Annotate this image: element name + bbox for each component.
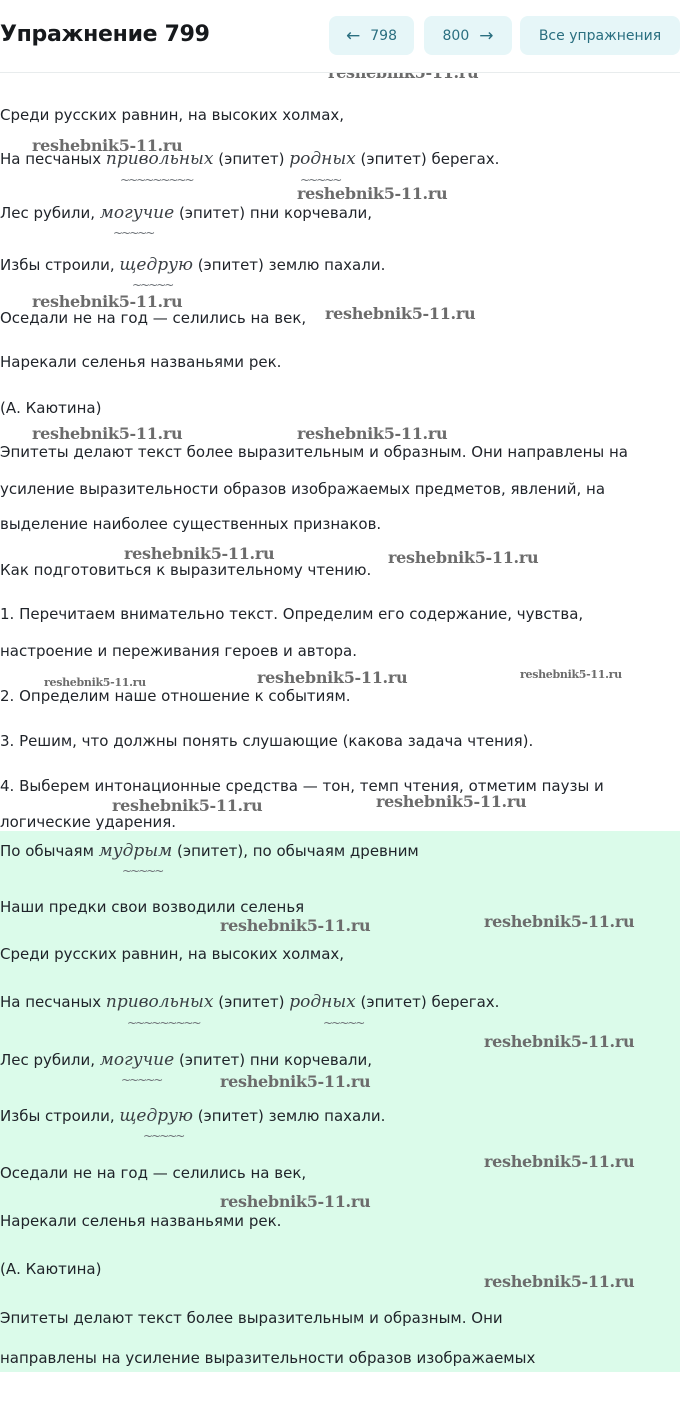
poem-line: Избы строили, щедрую (эпитет) землю пахали. — [0, 1106, 386, 1126]
prev-exercise-button[interactable] — [329, 16, 414, 55]
watermark: reshebnik5-11.ru — [297, 424, 448, 443]
wavy-underline: ~~~~~ — [300, 173, 341, 187]
poem-line: Оседали не на год — селились на век, — [0, 1164, 307, 1182]
epithet: привольных — [105, 992, 214, 1012]
watermark: reshebnik5-11.ru — [220, 1072, 371, 1091]
watermark: reshebnik5-11.ru — [484, 1152, 635, 1171]
step-line: 2. Определим наше отношение к событиям. — [0, 687, 351, 705]
step-line: 1. Перечитаем внимательно текст. Определим его содержание, чувства, — [0, 605, 584, 623]
paragraph-line: направлены на усиление выразительности образов изображаемых — [0, 1349, 536, 1367]
watermark: reshebnik5-11.ru — [220, 916, 371, 935]
step-line: 4. Выберем интонационные средства — тон, темп чтения, отметим паузы и — [0, 777, 604, 795]
watermark: reshebnik5-11.ru — [520, 668, 622, 681]
poem-line: Оседали не на год — селились на век, — [0, 309, 307, 327]
epithet: привольных — [105, 149, 214, 169]
epithet: родных — [289, 992, 356, 1012]
epithet: щедрую — [119, 1106, 193, 1126]
poem-author: (А. Каютина) — [0, 1260, 102, 1278]
watermark: reshebnik5-11.ru — [32, 136, 183, 155]
watermark: reshebnik5-11.ru — [257, 668, 408, 687]
arrow-right-icon: → — [479, 25, 494, 46]
paragraph-line: Как подготовиться к выразительному чтению. — [0, 561, 372, 579]
wavy-underline: ~~~~~ — [113, 226, 154, 240]
watermark: reshebnik5-11.ru — [32, 424, 183, 443]
next-exercise-label: 800 — [442, 27, 470, 44]
watermark: reshebnik5-11.ru — [220, 1192, 371, 1211]
watermark: reshebnik5-11.ru — [484, 912, 635, 931]
poem-line: Лес рубили, могучие (эпитет) пни корчевали, — [0, 203, 373, 223]
prev-exercise-label: 798 — [370, 27, 397, 44]
watermark: reshebnik5-11.ru — [325, 304, 476, 323]
poem-line: По обычаям мудрым (эпитет), по обычаям древним — [0, 841, 419, 861]
wavy-underline: ~~~~~ — [143, 1129, 184, 1143]
poem-line: Среди русских равнин, на высоких холмах, — [0, 106, 345, 124]
watermark: reshebnik5-11.ru — [484, 1272, 635, 1291]
paragraph-line: усиление выразительности образов изображаемых предметов, явлений, на — [0, 480, 606, 498]
watermark: reshebnik5-11.ru — [44, 676, 146, 689]
poem-line: Избы строили, щедрую (эпитет) землю пахали. — [0, 255, 386, 275]
wavy-underline: ~~~~~ — [121, 1073, 162, 1087]
epithet: могучие — [99, 203, 175, 223]
page-header — [0, 0, 680, 73]
watermark: reshebnik5-11.ru — [376, 792, 527, 811]
arrow-left-icon: ← — [346, 25, 361, 46]
watermark: reshebnik5-11.ru — [32, 292, 183, 311]
epithet: щедрую — [119, 255, 193, 275]
watermark: reshebnik5-11.ru — [388, 548, 539, 567]
page-title: Упражнение 799 — [0, 22, 210, 47]
step-line: настроение и переживания героев и автора. — [0, 642, 357, 660]
watermark: reshebnik5-11.ru — [124, 544, 275, 563]
paragraph-line: Эпитеты делают текст более выразительным и образным. Они — [0, 1309, 503, 1327]
step-line: 3. Решим, что должны понять слушающие (какова задача чтения). — [0, 732, 534, 750]
epithet: родных — [289, 149, 356, 169]
watermark: reshebnik5-11.ru — [112, 796, 263, 815]
wavy-underline: ~~~~~~~~~ — [120, 173, 193, 187]
wavy-underline: ~~~~~~~~~ — [127, 1016, 200, 1030]
wavy-underline: ~~~~~ — [132, 278, 173, 292]
watermark: reshebnik5-11.ru — [297, 184, 448, 203]
poem-line: Среди русских равнин, на высоких холмах, — [0, 945, 345, 963]
poem-line: На песчаных привольных (эпитет) родных (эпитет) берегах. — [0, 992, 500, 1012]
poem-line: Нарекали селенья названьями рек. — [0, 353, 282, 371]
all-exercises-button[interactable] — [520, 16, 680, 55]
epithet: могучие — [99, 1050, 175, 1070]
wavy-underline: ~~~~~ — [323, 1016, 364, 1030]
paragraph-line: выделение наиболее существенных признаков. — [0, 515, 382, 533]
next-exercise-button[interactable] — [424, 16, 512, 55]
epithet: мудрым — [98, 841, 173, 861]
all-exercises-label: Все упражнения — [538, 27, 662, 44]
watermark: reshebnik5-11.ru — [484, 1032, 635, 1051]
poem-author: (А. Каютина) — [0, 399, 102, 417]
wavy-underline: ~~~~~ — [122, 864, 163, 878]
poem-line: Лес рубили, могучие (эпитет) пни корчевали, — [0, 1050, 373, 1070]
poem-line: На песчаных привольных (эпитет) родных (эпитет) берегах. — [0, 149, 500, 169]
step-line: логические ударения. — [0, 813, 177, 831]
poem-line: Наши предки свои возводили селенья — [0, 898, 305, 916]
poem-line: Нарекали селенья названьями рек. — [0, 1212, 282, 1230]
paragraph-line: Эпитеты делают текст более выразительным и образным. Они направлены на — [0, 443, 628, 461]
